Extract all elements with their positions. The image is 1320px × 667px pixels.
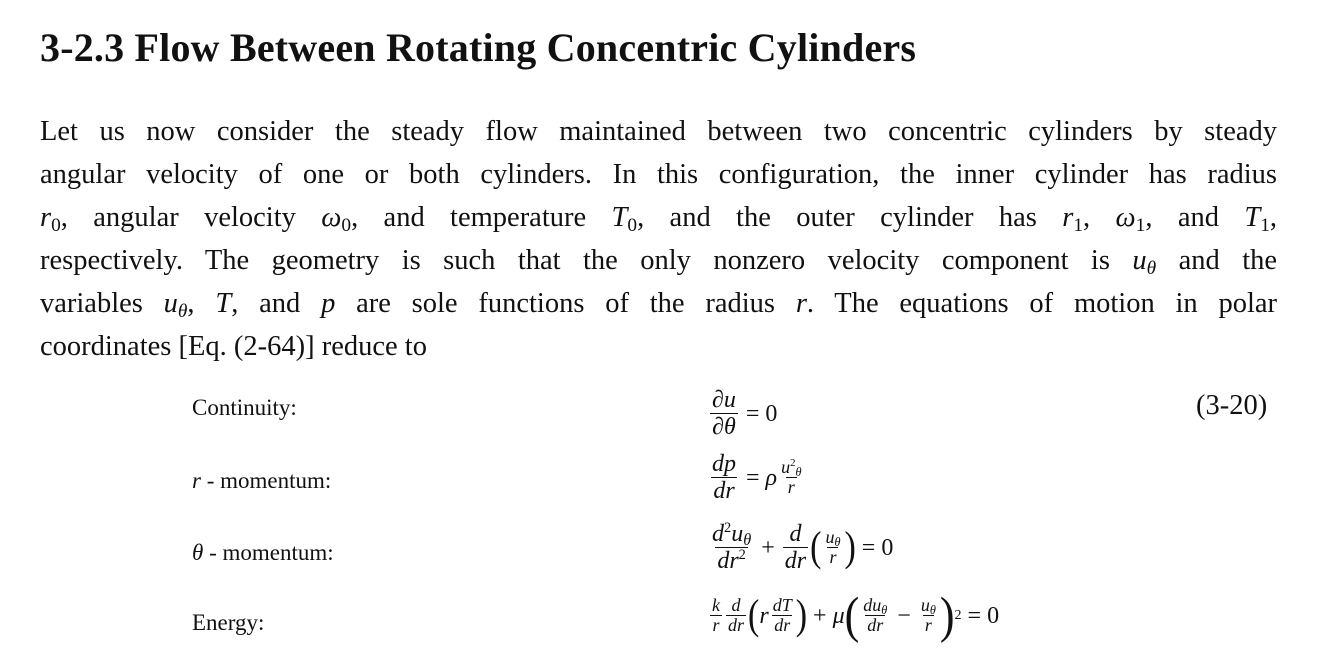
- equation-label: θ - momentum:: [192, 540, 334, 565]
- energy-formula: $\frac{k}{r}$ $\frac{d}{dr}$ ( r $\frac{dT}{dr}$ ) + μ ( $\frac{du_\theta}{dr}$ − $\frac{u_\theta}{r}$ ) 2 = 0: [712, 587, 1000, 644]
- para-line-3: $r_0$, angular velocity $\omega_0$, and temperature $T_0$, and the outer cylinder has $r_1$, $\omega_1$, and $T_1$,: [40, 202, 1278, 236]
- equation-label: Continuity:: [192, 395, 297, 420]
- para-line-4: respectively. The geometry is such that the only nonzero velocity component is $u_\theta$ and the: [40, 245, 1278, 279]
- continuity-formula: $\frac{\partial u}{\partial\theta}$ = 0: [712, 387, 778, 441]
- para-line-5: variables $u_\theta$, T, and p are sole functions of the radius r. The equations of motion in polar: [40, 288, 1278, 322]
- theta-momentum-formula: $\frac{d^2u_\theta}{dr^2}$ + $\frac{d}{dr}$ ( $\frac{u_\theta}{r}$ ) = 0: [712, 520, 894, 575]
- body-paragraph: [40, 110, 1277, 368]
- para-line-6: coordinates [Eq. (2-64)] reduce to: [40, 331, 427, 362]
- equation-label: r - momentum:: [192, 468, 332, 493]
- section-title: 3-2.3 Flow Between Rotating Concentric Cylinders: [40, 25, 917, 70]
- equation-number: (3-20): [1196, 390, 1268, 421]
- para-line-1: Let us now consider the steady flow maintained between two concentric cylinders by steady: [40, 116, 1277, 147]
- r-momentum-formula: $\frac{dp}{dr}$ = ρ $\frac{u^2_\theta}{r}$: [712, 451, 802, 505]
- para-line-2: angular velocity of one or both cylinders. In this configuration, the inner cylinder has radius: [40, 159, 1277, 190]
- equation-label: Energy:: [192, 610, 265, 635]
